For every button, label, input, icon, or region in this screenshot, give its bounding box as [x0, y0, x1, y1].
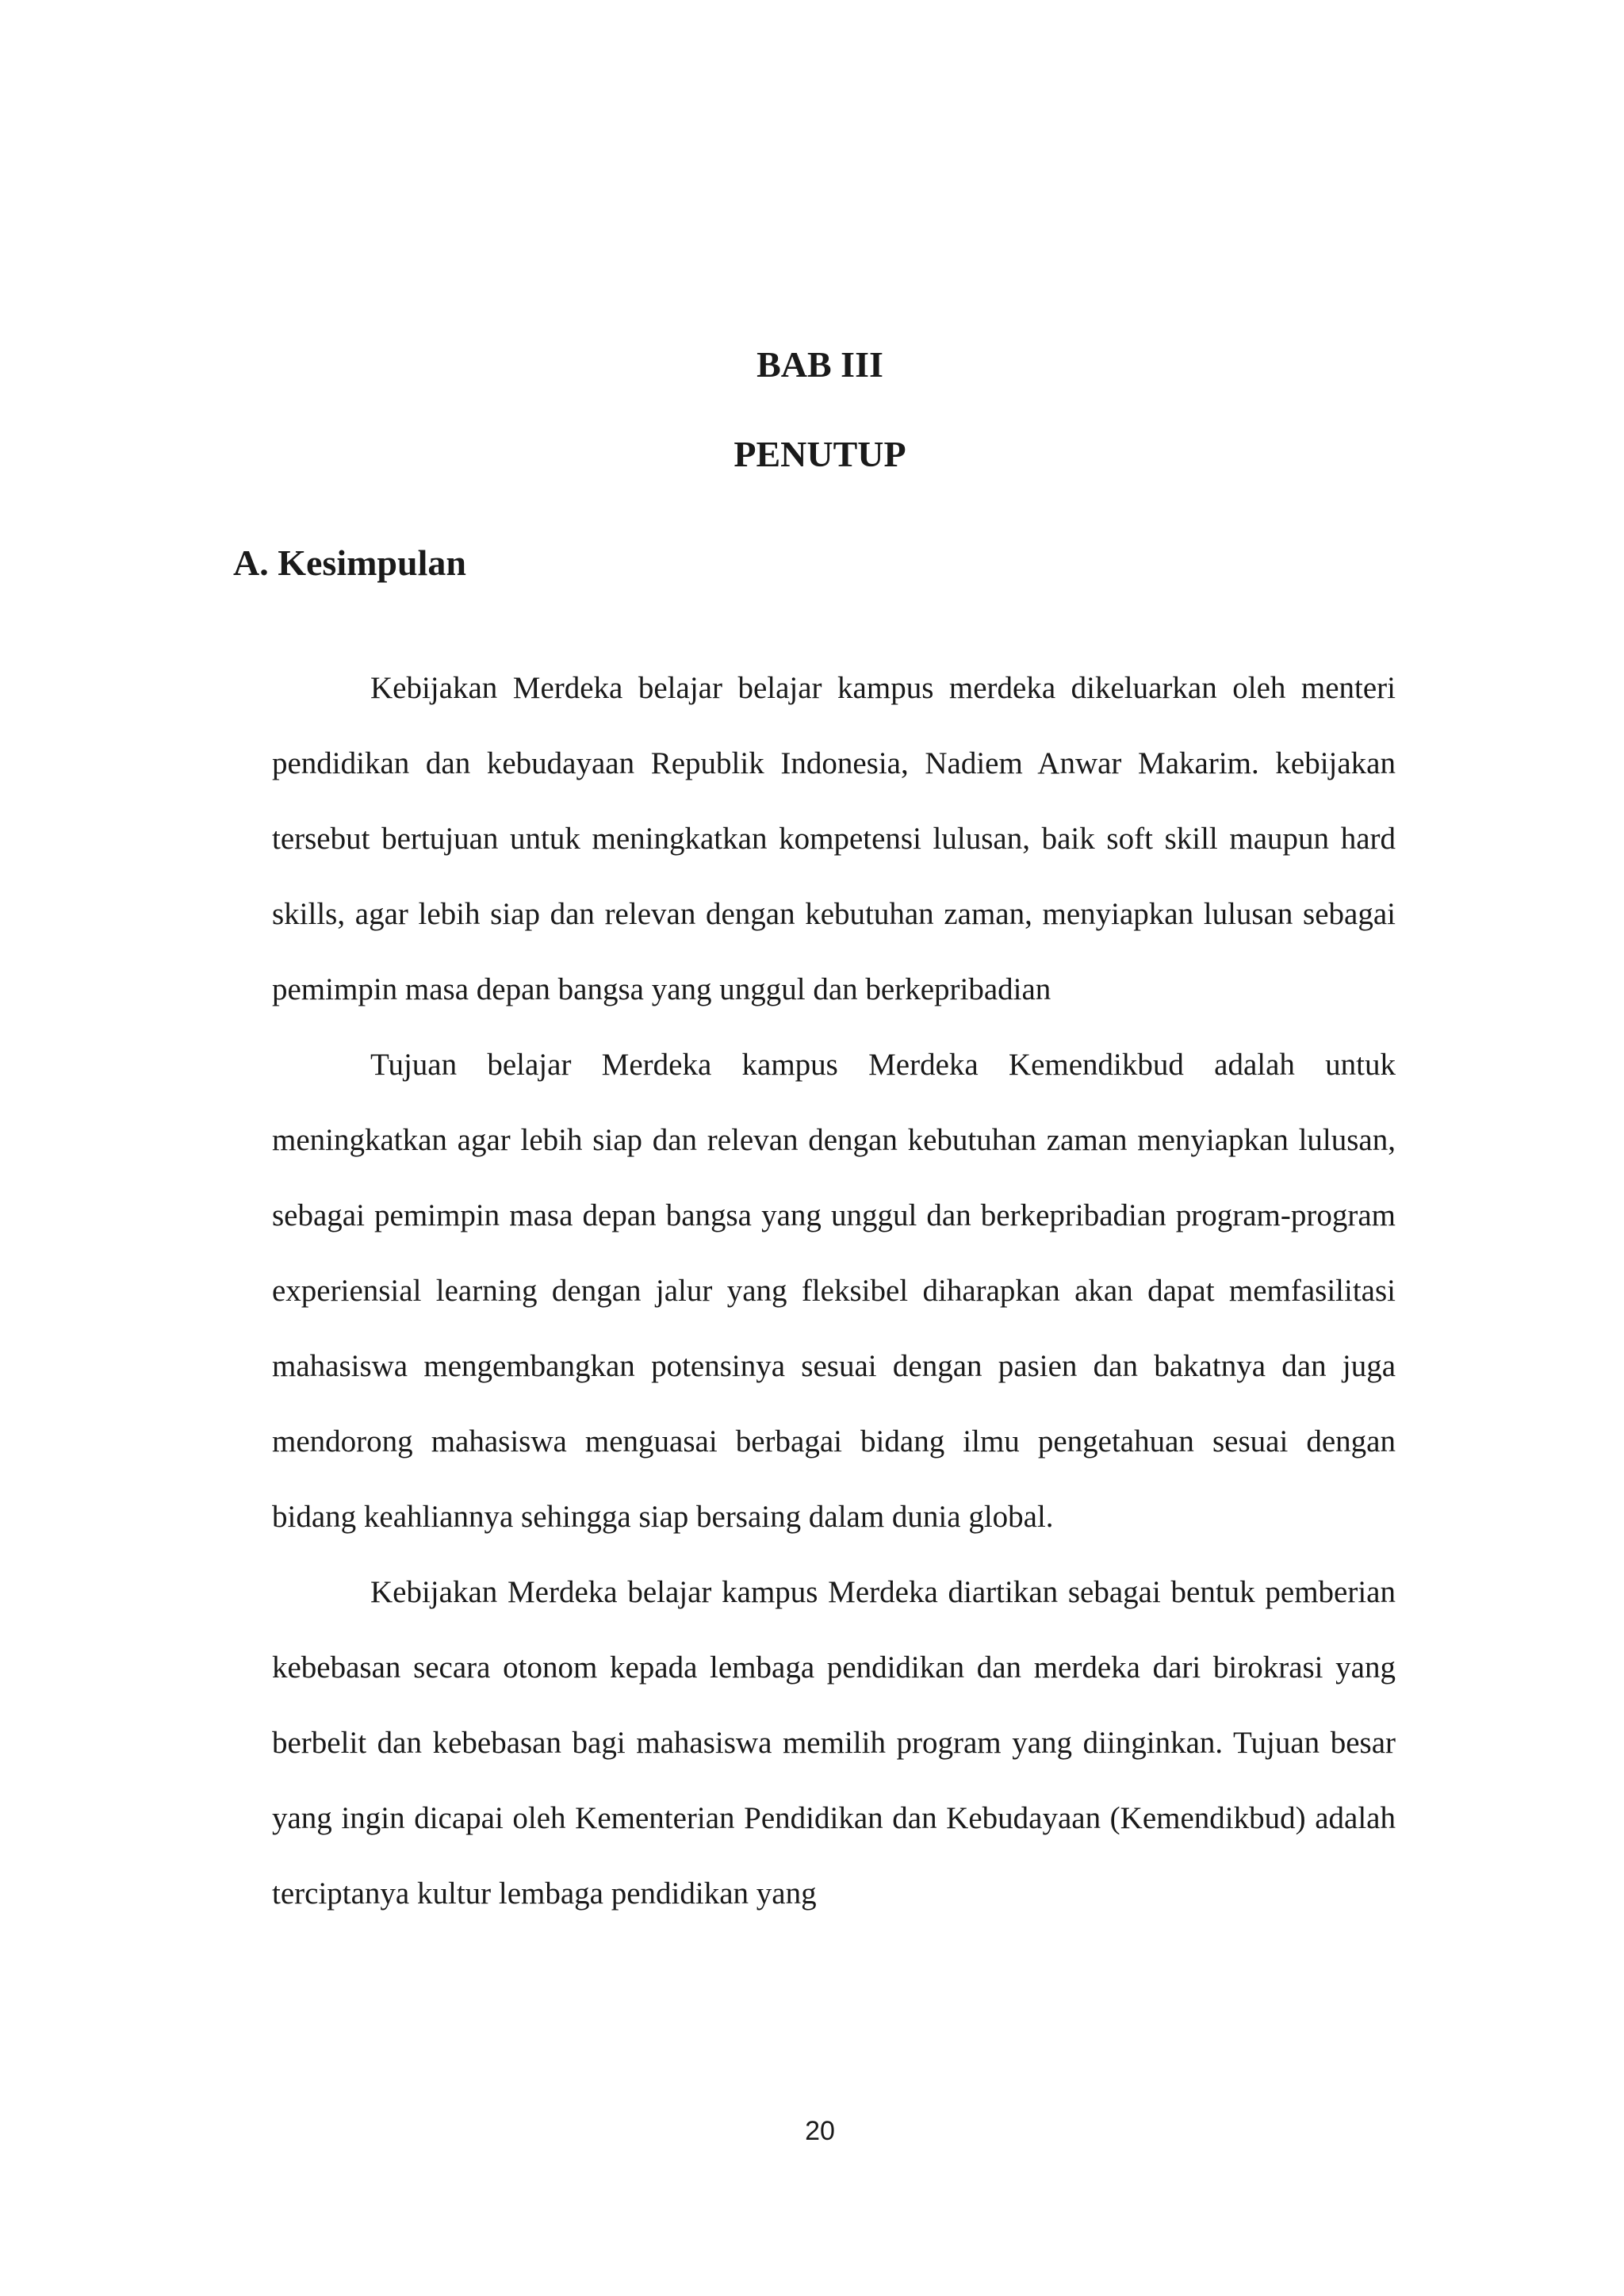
paragraph: Kebijakan Merdeka belajar kampus Merdeka diartikan sebagai bentuk pemberian kebebasan secara otonom kepada lembaga pendidikan dan merdeka dari birokrasi yang berbelit dan kebebasan bagi mahasiswa memilih program yang diinginkan. Tujuan besar yang ingin dicapai oleh Kementerian Pendidikan dan Kebudayaan (Kemendikbud) adalah terciptanya kultur lembaga pendidikan yang — [272, 1575, 1396, 1911]
chapter-title: PENUTUP — [733, 434, 906, 474]
page-number: 20 — [805, 2116, 835, 2146]
body-text — [272, 650, 1396, 1931]
paragraph: Tujuan belajar Merdeka kampus Merdeka Kemendikbud adalah untuk meningkatkan agar lebih siap dan relevan dengan kebutuhan zaman menyiapkan lulusan, sebagai pemimpin masa depan bangsa yang unggul dan berkepribadian program-program experiensial learning dengan jalur yang fleksibel diharapkan akan dapat memfasilitasi mahasiswa mengembangkan potensinya sesuai dengan pasien dan bakatnya dan juga mendorong mahasiswa menguasai berbagai bidang ilmu pengetahuan sesuai dengan bidang keahliannya sehingga siap bersaing dalam dunia global. — [272, 1048, 1396, 1534]
chapter-number: BAB III — [756, 344, 883, 385]
section-heading: A. Kesimpulan — [233, 542, 466, 583]
paragraph: Kebijakan Merdeka belajar belajar kampus merdeka dikeluarkan oleh menteri pendidikan dan kebudayaan Republik Indonesia, Nadiem Anwar Makarim. kebijakan tersebut bertujuan untuk meningkatkan kompetensi lulusan, baik soft skill maupun hard skills, agar lebih siap dan relevan dengan kebutuhan zaman, menyiapkan lulusan sebagai pemimpin masa depan bangsa yang unggul dan berkepribadian — [272, 671, 1396, 1006]
